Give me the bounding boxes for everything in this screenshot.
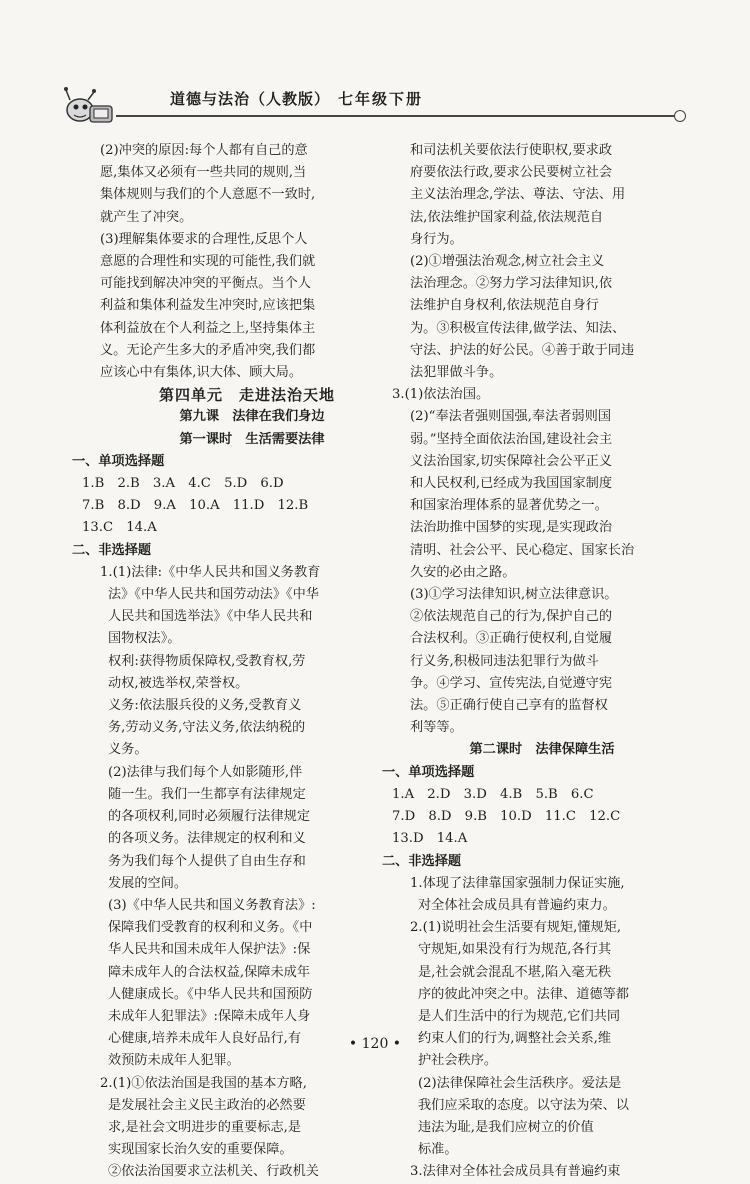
- text-line: (3)理解集体要求的合理性,反思个人: [100, 231, 308, 247]
- text-line: 可能找到解决冲突的平衡点。当个人: [100, 276, 311, 292]
- text-line: 一、单项选择题: [72, 453, 165, 469]
- text-line: 的各项义务。法律规定的权利和义: [108, 831, 306, 847]
- text-line: 守法、护法的好公民。④善于敢于同违: [410, 342, 635, 358]
- text-line: 义务:依法服兵役的义务,受教育义: [108, 698, 302, 714]
- text-line: 利等等。: [410, 720, 463, 736]
- mascot-icon: [60, 80, 118, 128]
- text-line: 法治助推中国梦的实现,是实现政治: [410, 520, 613, 536]
- text-line: 务,劳动义务,守法义务,依法纳税的: [108, 720, 306, 736]
- text-line: 义务。: [108, 742, 148, 758]
- text-line: 护社会秩序。: [418, 1053, 498, 1069]
- text-line: 集体规则与我们的个人意愿不一致时,: [100, 187, 316, 203]
- text-line: 实现国家长治久安的重要保障。: [108, 1142, 293, 1158]
- text-line: 2.(1)说明社会生活要有规矩,懂规矩,: [410, 920, 622, 936]
- text-line: 效预防未成年人犯罪。: [108, 1053, 240, 1069]
- text-line: 利益和集体利益发生冲突时,应该把集: [100, 298, 316, 314]
- text-line: 身行为。: [410, 231, 463, 247]
- text-line: 发展的空间。: [108, 875, 188, 891]
- text-line: 华人民共和国未成年人保护法》:保: [108, 942, 311, 958]
- text-line: 1.B 2.B 3.A 4.C 5.D 6.D: [82, 476, 284, 492]
- text-line: 7.B 8.D 9.A 10.A 11.D 12.B: [82, 498, 309, 514]
- text-line: (2)法律保障社会生活秩序。爱法是: [418, 1075, 622, 1091]
- text-line: (3)《中华人民共和国义务教育法》:: [108, 897, 316, 913]
- text-line: 违法为耻,是我们应树立的价值: [418, 1119, 594, 1135]
- text-line: 主义法治理念,学法、尊法、守法、用: [410, 187, 626, 203]
- text-line: 人健康成长。《中华人民共和国预防: [108, 986, 313, 1002]
- text-line: 序的彼此冲突之中。法律、道德等都: [418, 986, 629, 1002]
- text-line: 动权,被选举权,荣誉权。: [108, 675, 249, 691]
- text-line: 为。③积极宣传法律,做学法、知法、: [410, 320, 626, 336]
- book-title: 道德与法治（人教版）: [170, 90, 331, 108]
- text-line: 未成年人犯罪法》:保障未成年人身: [108, 1008, 311, 1024]
- header-rule: [116, 115, 676, 117]
- text-line: 合法权利。③正确行使权利,自觉履: [410, 631, 613, 647]
- page-header: [60, 72, 690, 132]
- text-line: 13.D 14.A: [392, 831, 468, 847]
- text-line: 第九课 法律在我们身边: [179, 409, 325, 425]
- text-line: 法维护自身权利,依法规范自身行: [410, 298, 599, 314]
- text-line: 1.A 2.D 3.D 4.B 5.B 6.C: [392, 786, 594, 802]
- text-line: 我们应采取的态度。以守法为荣、以: [418, 1097, 629, 1113]
- text-line: 7.D 8.D 9.B 10.D 11.C 12.C: [392, 809, 621, 825]
- left-column: [72, 140, 382, 1184]
- text-line: 和司法机关要依法行使职权,要求政: [410, 143, 613, 158]
- text-line: 1.体现了法律靠国家强制力保证实施,: [410, 875, 625, 891]
- text-line: 清明、社会公平、民心稳定、国家长治: [410, 542, 635, 558]
- text-line: 障未成年人的合法权益,保障未成年: [108, 964, 311, 980]
- text-line: 法犯罪做斗争。: [410, 365, 503, 381]
- text-line: 第一课时 生活需要法律: [179, 431, 325, 447]
- text-line: 体利益放在个人利益之上,坚持集体主: [100, 320, 316, 336]
- text-line: (2)①增强法治观念,树立社会主义: [410, 254, 605, 270]
- text-line: 行义务,积极同违法犯罪行为做斗: [410, 653, 599, 669]
- text-line: 愿,集体又必须有一些共同的规则,当: [100, 165, 307, 181]
- text-line: 法治理念。②努力学习法律知识,依: [410, 276, 613, 292]
- text-line: 3.(1)依法治国。: [392, 387, 490, 403]
- text-line: 久安的必由之路。: [410, 564, 516, 580]
- text-line: 府要依法行政,要求公民要树立社会: [410, 165, 613, 181]
- header-rule-end-dot: [674, 110, 686, 122]
- text-line: 人民共和国选举法》《中华人民共和: [108, 609, 313, 625]
- text-line: 求,是社会文明进步的重要标志,是: [108, 1119, 302, 1135]
- text-line: 权利:获得物质保障权,受教育权,劳: [108, 653, 306, 669]
- text-line: ②依法规范自己的行为,保护自己的: [410, 609, 613, 625]
- text-line: 务为我们每个人提供了自由生存和: [108, 853, 306, 869]
- text-line: 心健康,培养未成年人良好品行,有: [108, 1031, 302, 1047]
- grade-label: 七年级下册: [338, 90, 424, 108]
- text-line: 第四单元 走进法治天地: [158, 386, 335, 405]
- page-number: • 120 •: [348, 1036, 402, 1052]
- text-line: ②依法治国要求立法机关、行政机关: [108, 1164, 319, 1180]
- text-line: 法。⑤正确行使自己享有的监督权: [410, 698, 608, 714]
- text-line: 是人们生活中的行为规范,它们共同: [418, 1008, 621, 1024]
- text-line: 弱。”坚持全面依法治国,建设社会主: [410, 431, 613, 447]
- text-line: 是发展社会主义民主政治的必然要: [108, 1097, 306, 1113]
- text-line: 法,依法维护国家利益,依法规范自: [410, 209, 604, 225]
- text-line: 一、单项选择题: [382, 764, 475, 780]
- text-line: 随一生。我们一生都享有法律规定: [108, 786, 306, 802]
- text-line: 和人民权利,已经成为我国国家制度: [410, 476, 613, 492]
- text-line: 和国家治理体系的显著优势之一。: [410, 498, 608, 514]
- text-line: 保障我们受教育的权利和义务。《中: [108, 920, 313, 936]
- text-line: 二、非选择题: [382, 853, 462, 869]
- text-line: 1.(1)法律:《中华人民共和国义务教育: [100, 564, 321, 580]
- text-line: 义。无论产生多大的矛盾冲突,我们都: [100, 342, 316, 358]
- text-line: (2)“奉法者强则国强,奉法者弱则国: [410, 409, 612, 425]
- text-line: 法》《中华人民共和国劳动法》《中华: [108, 587, 319, 603]
- text-line: 是,社会就会混乱不堪,陷入毫无秩: [418, 964, 612, 980]
- text-line: 二、非选择题: [72, 542, 152, 558]
- text-line: 应该心中有集体,识大体、顾大局。: [100, 365, 303, 381]
- text-line: 3.法律对全体社会成员具有普遍约束: [410, 1164, 621, 1180]
- text-line: 守规矩,如果没有行为规范,各行其: [418, 942, 612, 958]
- right-column: [382, 140, 692, 1184]
- text-line: 就产生了冲突。: [100, 209, 193, 225]
- text-line: (2)法律与我们每个人如影随形,伴: [108, 764, 303, 780]
- text-line: 意愿的合理性和实现的可能性,我们就: [100, 254, 316, 270]
- text-line: 义法治国家,切实保障社会公平正义: [410, 453, 613, 469]
- text-line: 约束人们的行为,调整社会关系,维: [418, 1031, 612, 1047]
- text-line: 对全体社会成员具有普遍约束力。: [418, 897, 616, 913]
- text-line: 标准。: [418, 1142, 458, 1158]
- text-line: (3)①学习法律知识,树立法律意识。: [410, 587, 618, 603]
- text-line: 13.C 14.A: [82, 520, 157, 536]
- text-line: 第二课时 法律保障生活: [469, 742, 615, 758]
- text-line: 2.(1)①依法治国是我国的基本方略,: [100, 1075, 307, 1091]
- text-line: 争。④学习、宣传宪法,自觉遵守宪: [410, 675, 613, 691]
- text-line: 的各项权利,同时必须履行法律规定: [108, 809, 311, 825]
- text-line: (2)冲突的原因:每个人都有自己的意: [100, 143, 308, 158]
- text-line: 国物权法》。: [108, 631, 181, 647]
